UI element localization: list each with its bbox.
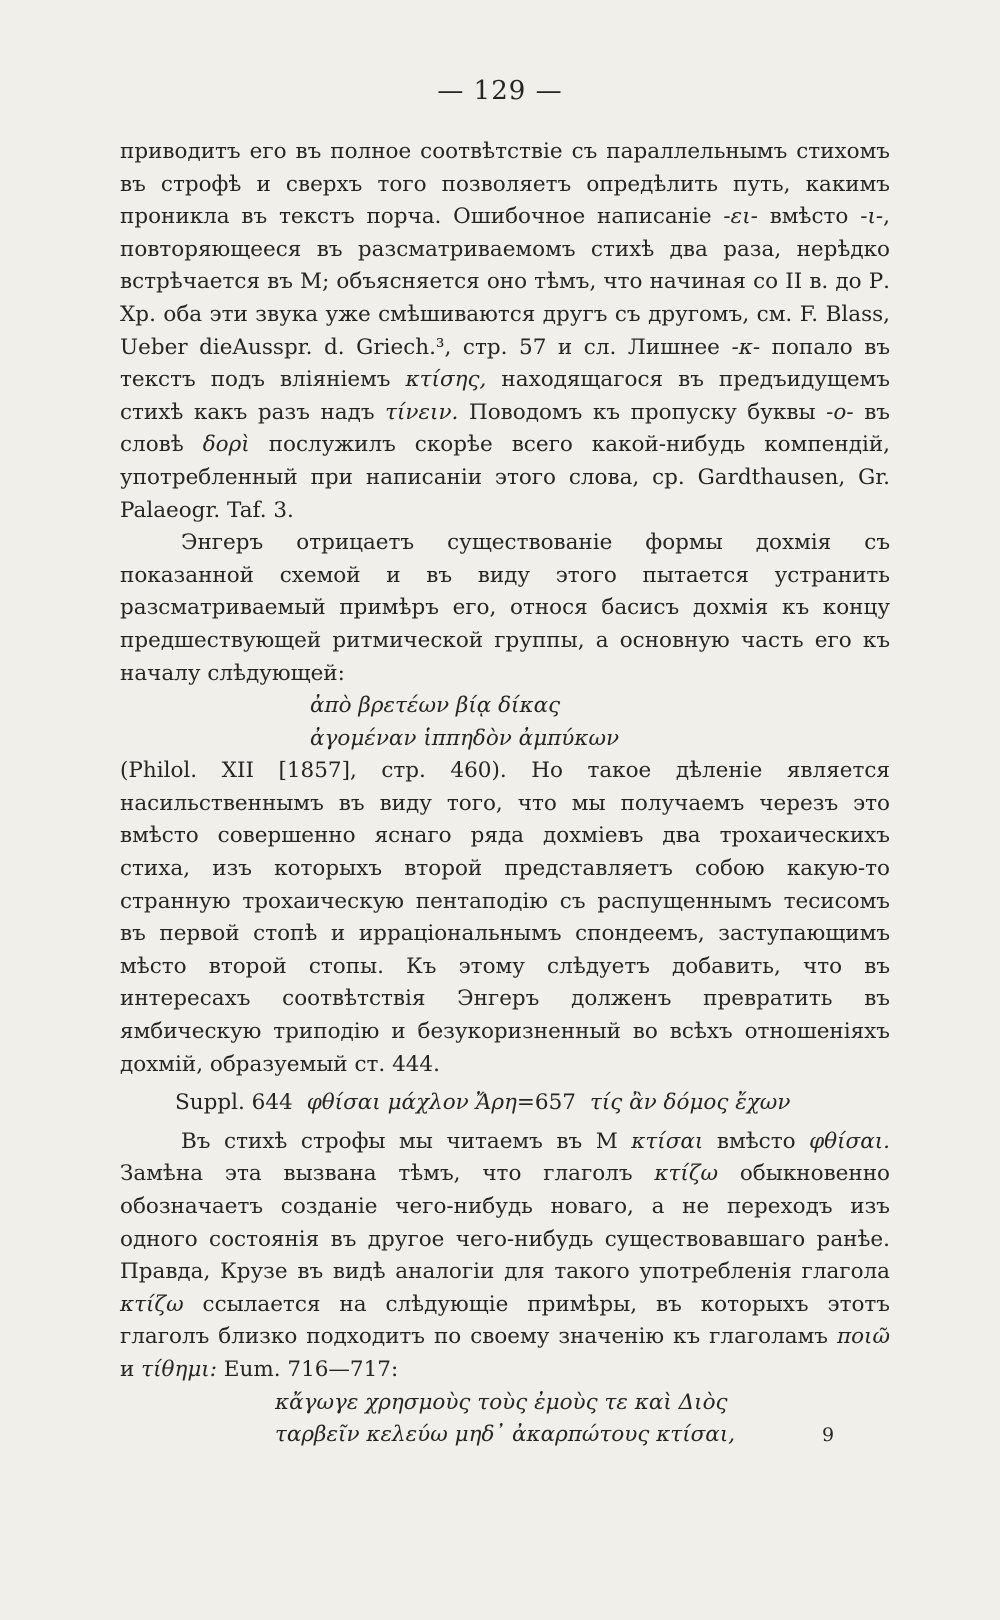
paragraph-4-text-c: Замѣна эта вызвана тѣмъ, что глаголъ (120, 1161, 655, 1187)
verse-line: ταρβεῖν κελεύω μηδ᾽ ἀκαρπώτους κτίσαι, (275, 1422, 736, 1448)
paragraph-1 (120, 136, 890, 527)
paragraph-3: (Philol. XII [1857], стр. 460). Но такое дѣленіе является насильственнымъ въ виду того, что мы получаемъ черезъ это вмѣсто совершенно яснаго ряда дохміевъ два трохаическихъ стиха, изъ которыхъ второй представляетъ собою какую-то странную трохаическую пентаподію съ распущеннымъ тесисомъ въ первой стопѣ и ирраціональнымъ спондеемъ, заступающимъ мѣсто второй стопы. Къ этому слѣдуетъ добавить, что въ интересахъ соотвѣтствія Энгеръ долженъ превратить въ ямбическую триподію и безукоризненный во всѣхъ отношеніяхъ дохмій, образуемый ст. 444. (120, 758, 890, 1077)
verse-line: ἀγομέναν ἱππηδὸν ἀμπύκων (310, 725, 620, 751)
paragraph-4 (120, 1126, 890, 1387)
greek-fragment: τίθημι: (141, 1356, 217, 1382)
paragraph-4-text-b: вмѣсто (703, 1128, 810, 1154)
paragraph-1-text-e: находящагося въ предъидущемъ стихѣ какъ разъ надъ (120, 367, 890, 425)
greek-fragment: -ο- (826, 399, 854, 425)
greek-fragment: φθίσαι. (809, 1128, 891, 1154)
main-text (120, 136, 890, 1452)
paragraph-2: Энгеръ отрицаетъ существованіе формы дохмія съ показанной схемой и въ виду этого пытается устранить разсматриваемый примѣръ его, относя басисъ дохмія къ концу предшествующей ритмической группы, а основную часть его къ началу слѣдующей: (120, 530, 890, 686)
suppl-reference (175, 1087, 890, 1120)
paragraph-4-text-g: Eum. 716—717: (216, 1356, 399, 1382)
page-number: — 129 — (437, 76, 563, 106)
greek-fragment: -κ- (731, 334, 761, 360)
greek-fragment: -ι- (860, 204, 884, 230)
greek-fragment: φθίσαι μάχλον Ἄρη (306, 1090, 517, 1116)
paragraph-4-text-f: и (120, 1356, 142, 1382)
paragraph-1-text-a: приводитъ его въ полное соотвѣтствіе съ параллельнымъ стихомъ въ строфѣ и сверхъ того позволяетъ опредѣлить путь, какимъ проникла въ текстъ порча. Ошибочное написаніе (120, 139, 890, 230)
paragraph-1-text-c: , повторяющееся въ разсматриваемомъ стихѣ два раза, нерѣдко встрѣчается въ M; объясняется оно тѣмъ, что начиная со II в. до Р. Хр. оба эти звука уже смѣшиваются другъ съ другомъ, см. F. Blass, Ueber dieAusspr. d. Griech.³, стр. 57 и сл. Лишнее (120, 204, 890, 360)
greek-fragment: τίς ἂν δόμος ἔχων (589, 1090, 791, 1116)
paragraph-1-text-h: послужилъ скорѣе всего какой-нибудь компендій, употребленный при написаніи этого слова, ср. Gardthausen, Gr. Palaeogr. Taf. 3. (120, 432, 891, 523)
greek-fragment: τίνειν. (385, 399, 459, 425)
signature-mark: 9 (822, 1424, 835, 1446)
verse-line: κἄγωγε χρησμοὺς τοὺς ἐμοὺς τε καὶ Διὸς (275, 1389, 728, 1415)
paragraph-4-text-a: Въ стихѣ строфы мы читаемъ въ M (181, 1128, 632, 1154)
greek-fragment: -ει- (723, 204, 758, 230)
paragraph-1-text-b: вмѣсто (757, 204, 861, 230)
greek-fragment: κτίζω (654, 1161, 718, 1187)
suppl-equals: =657 (516, 1090, 576, 1116)
paragraph-4-text-d: обыкновенно обозначаетъ созданіе чего-нибудь новаго, а не переходъ изъ одного состоянія въ другое чего-нибудь существовавшаго ранѣе. Правда, Крузе въ видѣ аналогіи для такого употребленія глагола (120, 1161, 890, 1285)
verse-line: ἀπὸ βρετέων βίᾳ δίκας (310, 693, 561, 719)
greek-fragment: κτίσης, (405, 367, 487, 393)
greek-fragment: δορὶ (202, 432, 250, 458)
verse-quotation-1 (120, 690, 890, 755)
greek-fragment: κτίσαι (631, 1128, 704, 1154)
greek-fragment: κτίζω (120, 1291, 184, 1317)
paragraph-1-text-g: въ словѣ (120, 399, 890, 458)
verse-quotation-2 (120, 1387, 890, 1452)
suppl-label: Suppl. 644 (175, 1090, 293, 1116)
greek-fragment: ποιῶ (836, 1324, 890, 1350)
paragraph-1-text-d: попало въ текстъ подъ вліяніемъ (120, 334, 890, 393)
paragraph-1-text-f: Поводомъ къ пропуску буквы (458, 399, 827, 425)
paragraph-4-text-e: ссылается на слѣдующіе примѣры, въ которыхъ этотъ глаголъ близко подходитъ по своему значенію къ глаголамъ (120, 1291, 890, 1350)
